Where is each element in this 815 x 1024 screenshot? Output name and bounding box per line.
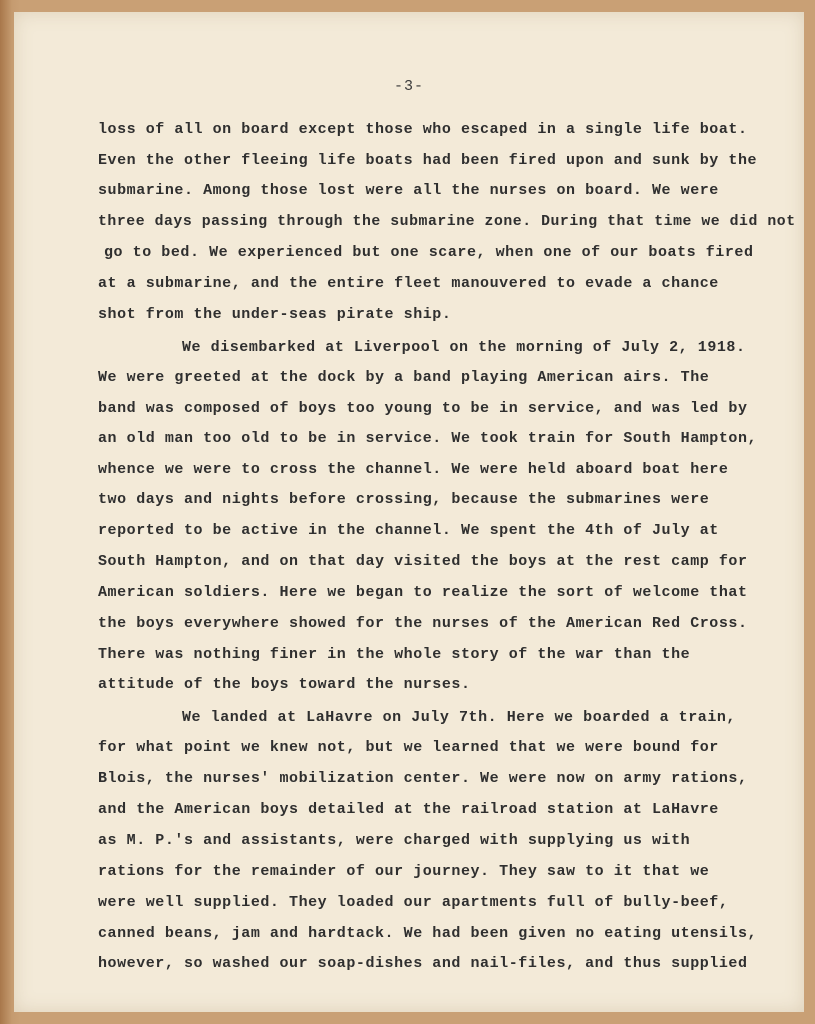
text-line: and the American boys detailed at the railroad station at LaHavre <box>98 801 719 818</box>
paragraph-start-line: We disembarked at Liverpool on the morning of July 2, 1918. <box>182 339 746 356</box>
text-line: band was composed of boys too young to be in service, and was led by <box>98 400 748 417</box>
text-line: the boys everywhere showed for the nurses of the American Red Cross. <box>98 615 748 632</box>
text-line: whence we were to cross the channel. We were held aboard boat here <box>98 461 729 478</box>
text-line: submarine. Among those lost were all the nurses on board. We were <box>98 182 719 199</box>
text-line: however, so washed our soap-dishes and nail-files, and thus supplied <box>98 955 748 972</box>
text-line: We were greeted at the dock by a band playing American airs. The <box>98 369 710 386</box>
text-line: three days passing through the submarine zone. During that time we did not <box>98 213 796 230</box>
text-line: Even the other fleeing life boats had been fired upon and sunk by the <box>98 152 758 169</box>
text-line: rations for the remainder of our journey. They saw to it that we <box>98 863 710 880</box>
text-line: canned beans, jam and hardtack. We had been given no eating utensils, <box>98 925 758 942</box>
text-line: two days and nights before crossing, because the submarines were <box>98 491 710 508</box>
text-line: as M. P.'s and assistants, were charged with supplying us with <box>98 832 691 849</box>
text-line: loss of all on board except those who escaped in a single life boat. <box>98 121 748 138</box>
page-number: -3- <box>393 78 424 95</box>
document-page <box>14 12 804 1012</box>
text-line: reported to be active in the channel. We spent the 4th of July at <box>98 522 719 539</box>
text-line: for what point we knew not, but we learned that we were bound for <box>98 739 719 756</box>
text-line: at a submarine, and the entire fleet manouvered to evade a chance <box>98 275 719 292</box>
text-line: American soldiers. Here we began to realize the sort of welcome that <box>98 584 748 601</box>
text-line: South Hampton, and on that day visited the boys at the rest camp for <box>98 553 748 570</box>
text-line: were well supplied. They loaded our apartments full of bully-beef, <box>98 894 729 911</box>
text-line: Blois, the nurses' mobilization center. We were now on army rations, <box>98 770 748 787</box>
text-line: attitude of the boys toward the nurses. <box>98 676 471 693</box>
paragraph-start-line: We landed at LaHavre on July 7th. Here we boarded a train, <box>182 709 736 726</box>
text-line: shot from the under-seas pirate ship. <box>98 306 452 323</box>
text-line: There was nothing finer in the whole story of the war than the <box>98 646 691 663</box>
text-line: go to bed. We experienced but one scare, when one of our boats fired <box>104 244 754 261</box>
text-line: an old man too old to be in service. We took train for South Hampton, <box>98 430 758 447</box>
